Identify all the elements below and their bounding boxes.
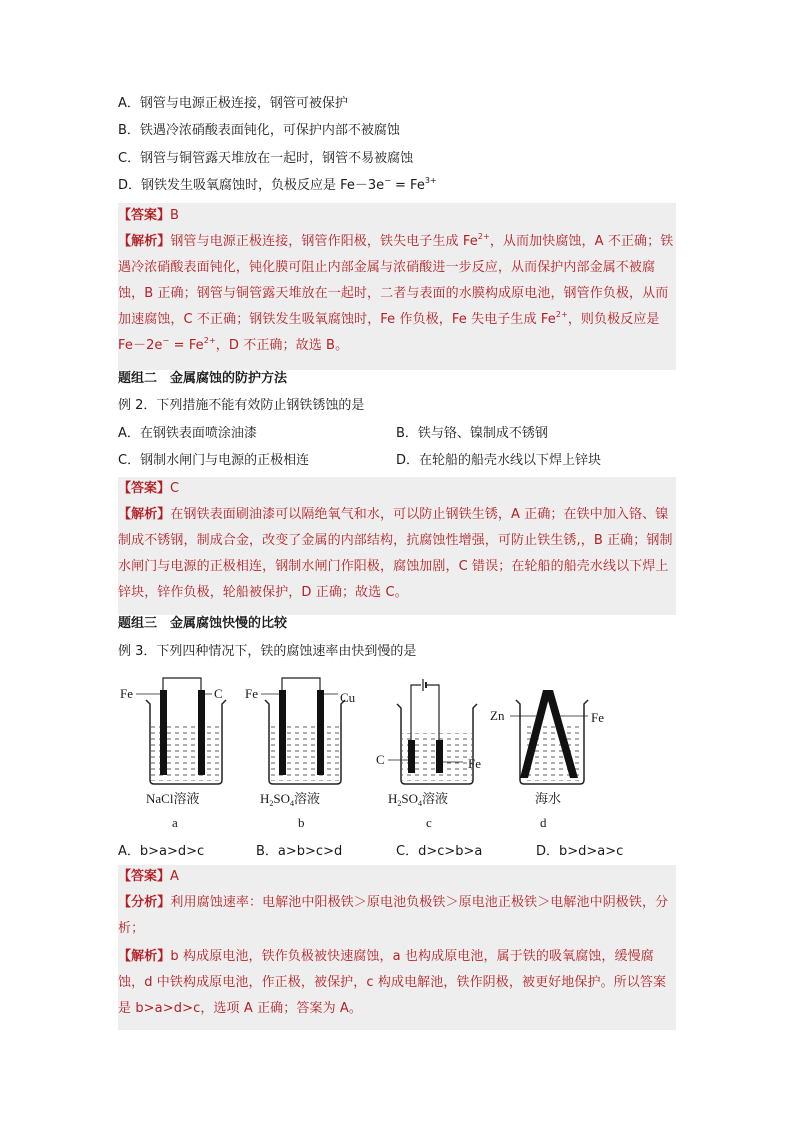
group3-method: 【分析】利用腐蚀速率：电解池中阳极铁＞原电池负极铁＞原电池正极铁＞电解池中阴极铁，分析；: [118, 895, 669, 936]
group3-option-b: B．a>b>c>d: [256, 844, 343, 859]
q1-option-a: A．钢管与电源正极连接，钢管可被保护: [118, 96, 348, 111]
beaker-a-label: a: [172, 815, 178, 830]
beaker-d-solution: 海水: [535, 791, 562, 806]
beaker-figure: [118, 670, 676, 835]
q1-option-d: D．钢铁发生吸氧腐蚀时，负极反应是 $Fe-3e^- = Fe^{3+}$: [118, 176, 437, 193]
group3-analysis: 【解析】b 构成原电池，铁作负极被快速腐蚀，a 也构成原电池，属于铁的吸氧腐蚀，缓慢腐蚀，d 中铁构成原电池，作正极，被保护，c 构成电解池，铁作阴极，被更好地保护。所以答案是 b>a>d>c，选项 A 正确；答案为 A。: [118, 949, 667, 1016]
group2-answer: 【答案】C: [118, 481, 180, 496]
group2-analysis: 【解析】在钢铁表面刷油漆可以隔绝氧气和水，可以防止钢铁生锈，A 正确；在铁中加入铬、镍制成不锈钢，制成合金，改变了金属的内部结构，抗腐蚀性增强，可防止铁生锈,，B 正确；钢制水闸门与电源的正极相连，钢制水闸门作阳极，腐蚀加剧，C 错误；在轮船的船壳水线以下焊上锌块，锌作负极，轮船被保护，D 正确；故选 C。: [118, 507, 673, 600]
q1-answer: 【答案】B: [118, 208, 179, 223]
beaker-b: [245, 678, 356, 830]
beaker-c-right-label: Fe: [468, 756, 481, 771]
q1-analysis: 【解析】钢管与电源正极连接，钢管作阳极，铁失电子生成 $Fe^{2+}$，从而加快腐蚀，A 不正确；铁遇冷浓硝酸表面钝化，钝化膜可阻止内部金属与浓硝酸进一步反应，从而保护内部金属不被腐蚀，B 正确；钢管与铜管露天堆放在一起时，二者与表面的水膜构成原电池，钢管作负极，从而加速腐蚀，C 不正确；钢铁发生吸氧腐蚀时，Fe 作负极，Fe 失电子生成 $Fe^{2+}$，则负极反应是 $Fe-2e^- = Fe^{2+}$，D 不正确；故选 B。: [118, 232, 674, 353]
beaker-a: [120, 678, 226, 830]
beaker-d-left-label: Zn: [490, 708, 505, 723]
group2-option-d: D．在轮船的船壳水线以下焊上锌块: [396, 453, 602, 468]
beaker-b-left-label: Fe: [245, 686, 258, 701]
beaker-d: [490, 690, 604, 830]
group3-question: 例 3．下列四种情况下，铁的腐蚀速率由快到慢的是: [118, 644, 417, 659]
beaker-b-label: b: [298, 815, 305, 830]
group3-answer: 【答案】A: [118, 869, 179, 884]
group2-option-a: A．在钢铁表面喷涂油漆: [118, 426, 257, 441]
q1-option-b: B．铁遇冷浓硝酸表面钝化，可保护内部不被腐蚀: [118, 123, 400, 138]
beaker-a-right-label: C: [214, 686, 223, 701]
beaker-b-solution: $H_2SO_4$溶液: [260, 791, 321, 808]
beaker-d-right-label: Fe: [591, 710, 604, 725]
group3-option-d: D．b>d>a>c: [536, 844, 624, 859]
group2-title: 题组二 金属腐蚀的防护方法: [118, 371, 288, 386]
beaker-a-solution: NaCl溶液: [146, 791, 200, 806]
beaker-b-right-label: Cu: [340, 690, 356, 705]
beaker-c: [376, 679, 481, 830]
q1-option-c: C．钢管与铜管露天堆放在一起时，钢管不易被腐蚀: [118, 151, 414, 166]
beaker-a-left-label: Fe: [120, 686, 133, 701]
group3-title: 题组三 金属腐蚀快慢的比较: [118, 616, 288, 631]
beaker-c-solution: $H_2SO_4$溶液: [388, 791, 449, 808]
beaker-c-label: c: [426, 815, 432, 830]
group2-option-b: B．铁与铬、镍制成不锈钢: [396, 426, 548, 441]
group3-option-a: A．b>a>d>c: [118, 844, 205, 859]
group2-question: 例 2．下列措施不能有效防止钢铁锈蚀的是: [118, 398, 365, 413]
group3-option-c: C．d>c>b>a: [396, 844, 483, 859]
beaker-c-left-label: C: [376, 752, 385, 767]
group2-option-c: C．钢制水闸门与电源的正极相连: [118, 453, 310, 468]
beaker-d-label: d: [540, 815, 547, 830]
